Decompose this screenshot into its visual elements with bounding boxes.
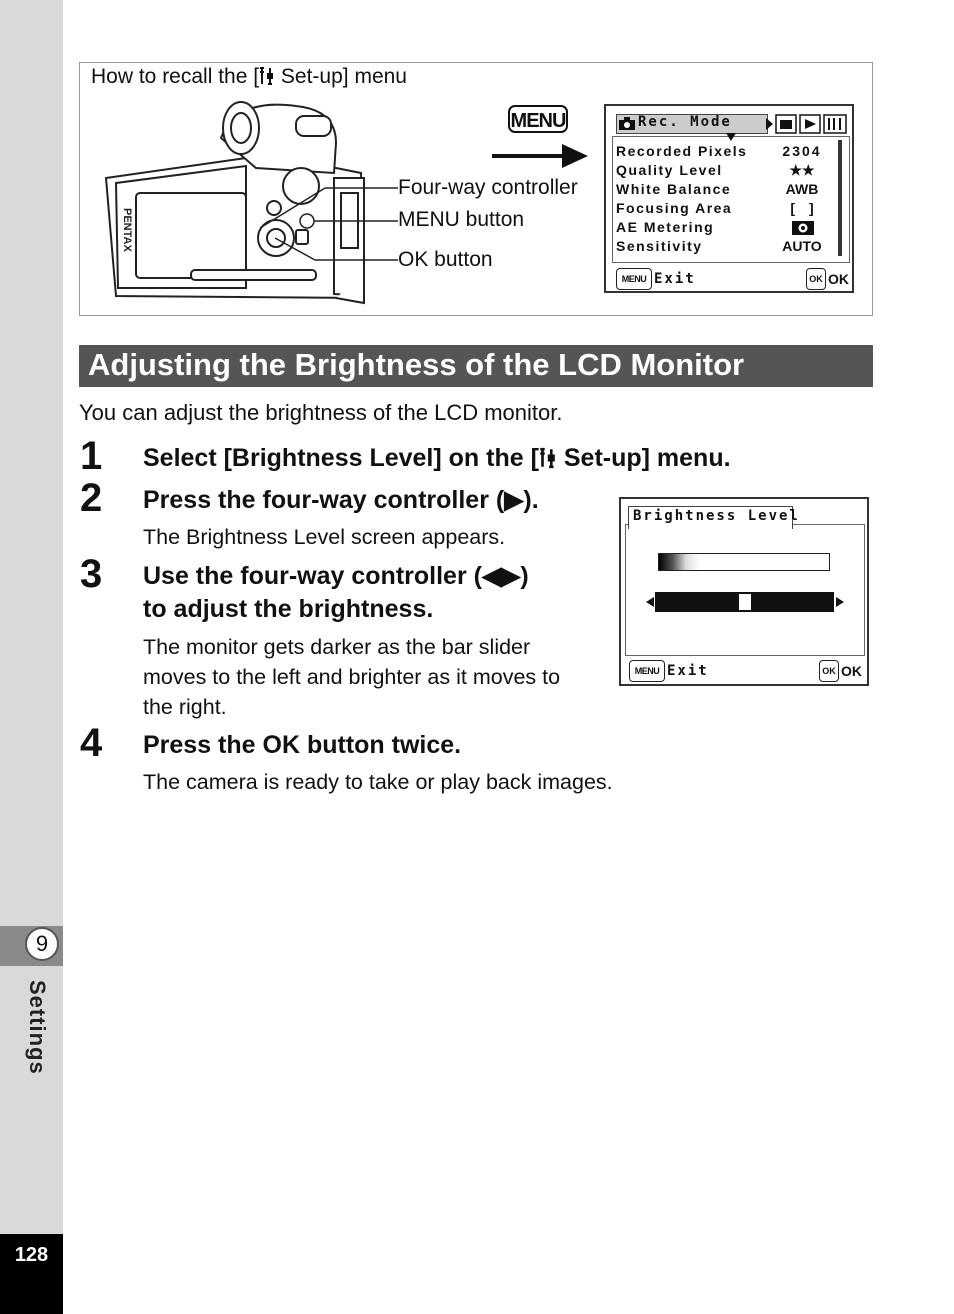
step-3-text-line: The monitor gets darker as the bar slider xyxy=(143,635,531,659)
setup-wrench-icon xyxy=(539,447,557,469)
step-number: 4 xyxy=(80,721,103,765)
ok-key-icon: OK xyxy=(819,660,839,682)
step-number: 2 xyxy=(80,476,103,520)
step-3-text-line: the right. xyxy=(143,695,227,719)
step-1-title-pre: Select [Brightness Level] on the [ xyxy=(143,444,539,472)
chapter-label: Settings xyxy=(25,980,50,1075)
page-number: 128 xyxy=(14,1244,49,1266)
lcd-footer-exit-label: Exit xyxy=(654,271,696,287)
callout-ok-button: OK button xyxy=(398,248,493,271)
lcd-footer-ok-label: OK xyxy=(828,271,849,287)
brightness-footer-exit-label: Exit xyxy=(667,663,709,679)
ok-key-icon: OK xyxy=(806,268,826,290)
step-4-title: Press the OK button twice. xyxy=(143,731,462,759)
arrow-right-icon xyxy=(836,597,844,607)
brightness-gradient-bar xyxy=(658,553,830,571)
lcd-row-label: Focusing Area xyxy=(616,200,733,216)
menu-key-icon: MENU xyxy=(629,660,665,682)
recall-title-prefix: How to recall the [ xyxy=(91,65,260,88)
arrow-right-icon xyxy=(492,142,588,170)
menu-tab-icons xyxy=(766,114,848,134)
camera-logo: PENTAX xyxy=(121,208,133,252)
rec-mode-tab-label: Rec. Mode xyxy=(638,114,732,130)
callout-lines xyxy=(255,180,400,270)
sidebar xyxy=(0,0,63,1314)
lcd-row-label: White Balance xyxy=(616,181,732,197)
lcd-row-value: AUTO xyxy=(782,238,822,254)
lcd-footer-ok xyxy=(806,268,849,290)
lcd-footer-exit xyxy=(616,268,696,290)
menu-key-icon: MENU xyxy=(616,268,652,290)
lcd-row-value: [ ] xyxy=(790,200,814,216)
lcd-row-value: 2304 xyxy=(782,143,822,159)
step-3-text-line: moves to the left and brighter as it moves to xyxy=(143,665,561,689)
brightness-tab-label: Brightness Level xyxy=(633,508,800,524)
section-title: Adjusting the Brightness of the LCD Monitor xyxy=(88,347,745,382)
step-3-title-line2: to adjust the brightness. xyxy=(143,595,434,623)
setup-wrench-icon xyxy=(259,66,275,86)
lcd-row-value: AWB xyxy=(785,181,819,197)
recall-title-suffix: Set-up] menu xyxy=(275,65,407,88)
chapter-number: 9 xyxy=(25,927,59,961)
arrow-left-icon xyxy=(646,597,654,607)
menu-key: MENU xyxy=(508,105,568,133)
section-intro: You can adjust the brightness of the LCD monitor. xyxy=(79,400,563,425)
lcd-scrollbar xyxy=(838,140,842,256)
rec-mode-lcd xyxy=(604,104,854,293)
callout-menu-button: MENU button xyxy=(398,208,525,231)
step-1-title-post: Set-up] menu. xyxy=(556,444,731,472)
brightness-footer-ok-label: OK xyxy=(841,663,862,679)
step-number: 1 xyxy=(80,434,103,478)
chevron-down-icon xyxy=(726,133,736,141)
step-2-title: Press the four-way controller (▶). xyxy=(143,486,539,514)
callout-four-way: Four-way controller xyxy=(398,176,578,199)
ae-metering-icon xyxy=(792,221,814,235)
brightness-slider-track[interactable] xyxy=(655,592,834,612)
lcd-row-label: Quality Level xyxy=(616,162,723,178)
recall-title xyxy=(91,65,407,89)
lcd-row-label: AE Metering xyxy=(616,219,715,235)
lcd-row-label: Recorded Pixels xyxy=(616,143,748,159)
camera-icon xyxy=(619,117,635,130)
lcd-row-value: ★★ xyxy=(789,162,815,178)
lcd-row-label: Sensitivity xyxy=(616,238,703,254)
brightness-lcd xyxy=(619,497,869,686)
step-4-text: The camera is ready to take or play back images. xyxy=(143,770,613,794)
step-3-title-line1: Use the four-way controller (◀▶) xyxy=(143,562,529,590)
brightness-footer-exit xyxy=(629,660,709,682)
step-number: 3 xyxy=(80,552,103,596)
step-1-title xyxy=(143,442,731,475)
brightness-footer-ok xyxy=(819,660,862,682)
brightness-slider-thumb[interactable] xyxy=(739,594,751,610)
step-2-text: The Brightness Level screen appears. xyxy=(143,525,506,549)
